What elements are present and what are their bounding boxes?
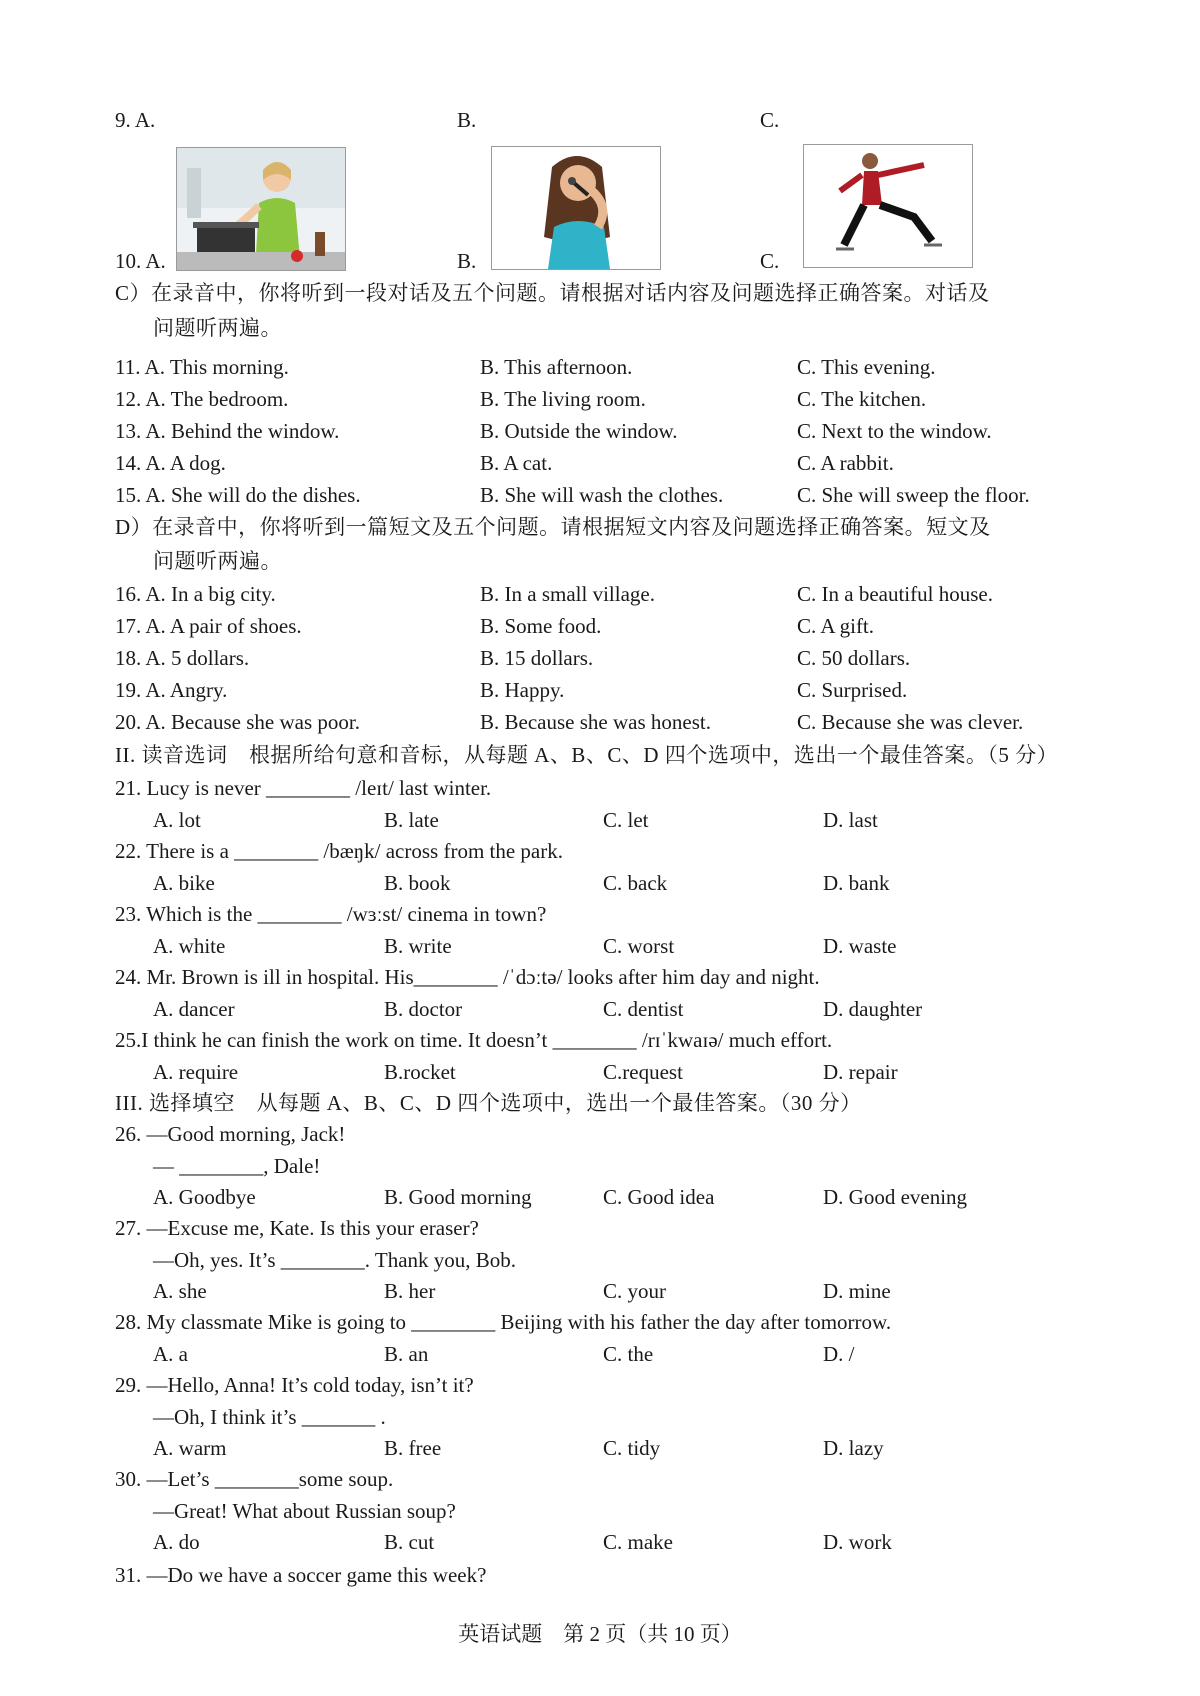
- section-d-instruction-cont: 问题听两遍。: [153, 549, 282, 573]
- man-ice-skating-image: [803, 144, 973, 268]
- q11-option-b: B. This afternoon.: [480, 355, 633, 379]
- q22-option-c: C. back: [603, 871, 668, 895]
- q24-option-b: B. doctor: [384, 997, 463, 1021]
- q30-option-d: D. work: [823, 1530, 892, 1554]
- q15-option-b: B. She will wash the clothes.: [480, 483, 724, 507]
- woman-cooking-image: [176, 147, 346, 271]
- q25-option-b: B.rocket: [384, 1060, 456, 1084]
- q12-option-a: 12. A. The bedroom.: [115, 387, 289, 411]
- section-iii-heading: III. 选择填空 从每题 A、B、C、D 四个选项中，选出一个最佳答案。（30 分）: [115, 1091, 862, 1115]
- q24-option-d: D. daughter: [823, 997, 923, 1021]
- q9-option-c-label: C.: [760, 108, 780, 132]
- q30-option-b: B. cut: [384, 1530, 435, 1554]
- q11-option-c: C. This evening.: [797, 355, 936, 379]
- q15-option-a: 15. A. She will do the dishes.: [115, 483, 361, 507]
- q26-option-a: A. Goodbye: [153, 1185, 256, 1209]
- q19-option-a: 19. A. Angry.: [115, 678, 228, 702]
- q9-option-a-label: 9. A.: [115, 108, 156, 132]
- q17-option-c: C. A gift.: [797, 614, 875, 638]
- q28-option-a: A. a: [153, 1342, 188, 1366]
- q11-option-a: 11. A. This morning.: [115, 355, 289, 379]
- q12-option-b: B. The living room.: [480, 387, 646, 411]
- q30-option-a: A. do: [153, 1530, 200, 1554]
- q24-option-a: A. dancer: [153, 997, 235, 1021]
- q19-option-b: B. Happy.: [480, 678, 565, 702]
- q26-line1: 26. —Good morning, Jack!: [115, 1122, 346, 1146]
- q26-option-b: B. Good morning: [384, 1185, 532, 1209]
- q29-option-c: C. tidy: [603, 1436, 661, 1460]
- q16-option-a: 16. A. In a big city.: [115, 582, 276, 606]
- q21-option-d: D. last: [823, 808, 878, 832]
- q15-option-c: C. She will sweep the floor.: [797, 483, 1030, 507]
- q28-line1: 28. My classmate Mike is going to ________ Beijing with his father the day after tomorrow.: [115, 1310, 892, 1334]
- q27-option-c: C. your: [603, 1279, 666, 1303]
- q28-option-d: D. /: [823, 1342, 855, 1366]
- q26-option-d: D. Good evening: [823, 1185, 968, 1209]
- q12-option-c: C. The kitchen.: [797, 387, 927, 411]
- q29-option-b: B. free: [384, 1436, 442, 1460]
- q22-stem: 22. There is a ________ /bæŋk/ across from the park.: [115, 839, 563, 863]
- section-ii-heading: II. 读音选词 根据所给句意和音标，从每题 A、B、C、D 四个选项中，选出一个最佳答案。（5 分）: [115, 743, 1059, 767]
- q26-line2: — ________, Dale!: [153, 1154, 321, 1178]
- q25-stem: 25.I think he can finish the work on time. It doesn’t ________ /rɪˈkwaɪə/ much effort.: [115, 1028, 833, 1052]
- q13-option-a: 13. A. Behind the window.: [115, 419, 340, 443]
- q20-option-c: C. Because she was clever.: [797, 710, 1024, 734]
- q17-option-b: B. Some food.: [480, 614, 602, 638]
- q13-option-b: B. Outside the window.: [480, 419, 678, 443]
- q14-option-c: C. A rabbit.: [797, 451, 894, 475]
- q21-option-a: A. lot: [153, 808, 201, 832]
- q22-option-d: D. bank: [823, 871, 890, 895]
- q25-option-a: A. require: [153, 1060, 239, 1084]
- q25-option-d: D. repair: [823, 1060, 898, 1084]
- page-footer: 英语试题 第 2 页（共 10 页）: [458, 1622, 742, 1646]
- q23-stem: 23. Which is the ________ /wɜːst/ cinema in town?: [115, 902, 547, 926]
- section-c-instruction-cont: 问题听两遍。: [153, 316, 282, 340]
- q27-line2: —Oh, yes. It’s ________. Thank you, Bob.: [153, 1248, 517, 1272]
- q30-line2: —Great! What about Russian soup?: [153, 1499, 456, 1523]
- q19-option-c: C. Surprised.: [797, 678, 908, 702]
- q22-option-b: B. book: [384, 871, 451, 895]
- q9-option-b-label: B.: [457, 108, 477, 132]
- q22-option-a: A. bike: [153, 871, 215, 895]
- woman-singing-image: [491, 146, 661, 270]
- q27-option-a: A. she: [153, 1279, 207, 1303]
- q29-option-d: D. lazy: [823, 1436, 884, 1460]
- q20-option-a: 20. A. Because she was poor.: [115, 710, 360, 734]
- q27-option-d: D. mine: [823, 1279, 891, 1303]
- q27-option-b: B. her: [384, 1279, 436, 1303]
- q29-line1: 29. —Hello, Anna! It’s cold today, isn’t it?: [115, 1373, 474, 1397]
- q18-option-c: C. 50 dollars.: [797, 646, 911, 670]
- q21-stem: 21. Lucy is never ________ /leɪt/ last winter.: [115, 776, 492, 800]
- q30-option-c: C. make: [603, 1530, 673, 1554]
- section-c-instruction: C）在录音中，你将听到一段对话及五个问题。请根据对话内容及问题选择正确答案。对话及: [115, 281, 990, 305]
- q23-option-c: C. worst: [603, 934, 675, 958]
- q10-option-b-label: B.: [457, 249, 477, 273]
- q31-line1: 31. —Do we have a soccer game this week?: [115, 1563, 487, 1587]
- q14-option-a: 14. A. A dog.: [115, 451, 226, 475]
- q26-option-c: C. Good idea: [603, 1185, 715, 1209]
- q30-line1: 30. —Let’s ________some soup.: [115, 1467, 394, 1491]
- q25-option-c: C.request: [603, 1060, 683, 1084]
- q14-option-b: B. A cat.: [480, 451, 553, 475]
- q28-option-c: C. the: [603, 1342, 654, 1366]
- q23-option-b: B. write: [384, 934, 452, 958]
- q23-option-d: D. waste: [823, 934, 897, 958]
- q21-option-b: B. late: [384, 808, 439, 832]
- section-d-instruction: D）在录音中，你将听到一篇短文及五个问题。请根据短文内容及问题选择正确答案。短文及: [115, 515, 991, 539]
- q24-option-c: C. dentist: [603, 997, 684, 1021]
- q10-option-c-label: C.: [760, 249, 780, 273]
- q28-option-b: B. an: [384, 1342, 429, 1366]
- q23-option-a: A. white: [153, 934, 226, 958]
- q10-option-a-label: 10. A.: [115, 249, 166, 273]
- q29-option-a: A. warm: [153, 1436, 227, 1460]
- q24-stem: 24. Mr. Brown is ill in hospital. His________ /ˈdɔːtə/ looks after him day and night.: [115, 965, 820, 989]
- q16-option-b: B. In a small village.: [480, 582, 655, 606]
- q29-line2: —Oh, I think it’s _______ .: [153, 1405, 386, 1429]
- q21-option-c: C. let: [603, 808, 649, 832]
- q20-option-b: B. Because she was honest.: [480, 710, 711, 734]
- q27-line1: 27. —Excuse me, Kate. Is this your eraser?: [115, 1216, 479, 1240]
- q18-option-a: 18. A. 5 dollars.: [115, 646, 250, 670]
- q13-option-c: C. Next to the window.: [797, 419, 992, 443]
- q17-option-a: 17. A. A pair of shoes.: [115, 614, 302, 638]
- q18-option-b: B. 15 dollars.: [480, 646, 594, 670]
- q16-option-c: C. In a beautiful house.: [797, 582, 993, 606]
